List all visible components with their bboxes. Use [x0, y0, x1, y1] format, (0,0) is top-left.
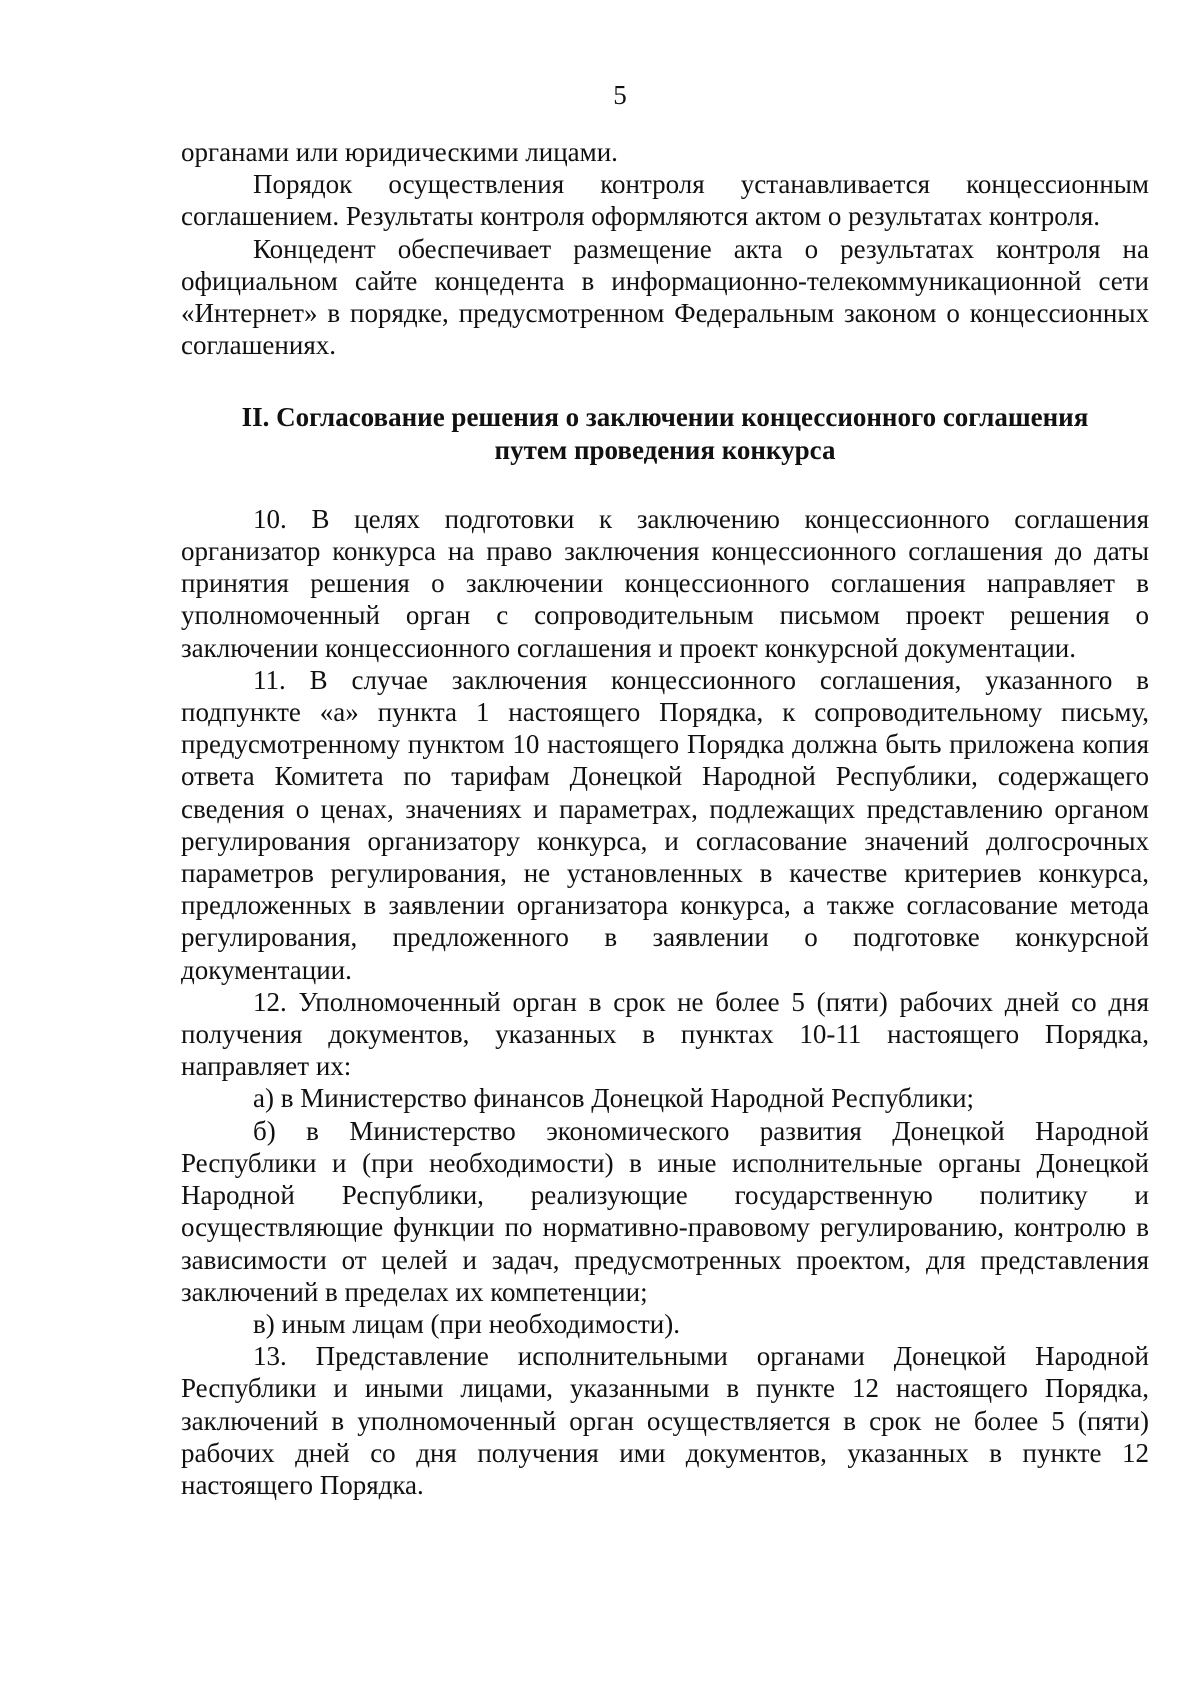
clause-12: 12. Уполномоченный орган в срок не более 5 (пяти) рабочих дней со дня получения документов, указанных в пунктах 10-11 настоящего Порядка, направляет их: — [181, 986, 1149, 1082]
section-heading-line-1: II. Согласование решения о заключении концессионного соглашения — [241, 402, 1089, 433]
clause-12-subitem-v: в) иным лицам (при необходимости). — [253, 1308, 680, 1339]
paragraph-control-procedure: Порядок осуществления контроля устанавливается концессионным соглашением. Результаты контроля оформляются актом о результатах контроля. — [181, 169, 1149, 232]
section-heading — [181, 401, 1149, 465]
clause-13: 13. Представление исполнительными органами Донецкой Народной Республики и иными лицами, указанными в пункте 12 настоящего Порядка, заключений в уполномоченный орган осуществляется в срок не более 5 (пяти) рабочих дней со дня получения ими документов, указанных в пункте 12 настоящего Порядка. — [181, 1341, 1149, 1500]
clause-12-subitem-a: а) в Министерство финансов Донецкой Народной Республики; — [253, 1083, 975, 1114]
document-body — [181, 136, 1149, 1501]
clause-10: 10. В целях подготовки к заключению концессионного соглашения организатор конкурса на право заключения концессионного соглашения до даты принятия решения о заключении концессионного соглашения направляет в уполномоченный орган с сопроводительным письмом проект решения о заключении концессионного соглашения и проект конкурсной документации. — [181, 503, 1149, 663]
paragraph-control-bodies: органами или юридическими лицами. — [181, 137, 618, 167]
clause-12-subitem-b: б) в Министерство экономического развития Донецкой Народной Республики и (при необходимости) в иные исполнительные органы Донецкой Народной Республики, реализующие государственную политику и осуществляющие функции по нормативно-правовому регулированию, контролю в зависимости от целей и задач, предусмотренных проектом, для представления заключений в пределах их компетенции; — [181, 1115, 1149, 1307]
section-heading-line-2: путем проведения конкурса — [494, 434, 836, 465]
page-number: 5 — [613, 80, 627, 110]
clause-11: 11. В случае заключения концессионного соглашения, указанного в подпункте «а» пункта 1 настоящего Порядка, к сопроводительному письму, предусмотренному пунктом 10 настоящего Порядка должна быть приложена копия ответа Комитета по тарифам Донецкой Народной Республики, содержащего сведения о ценах, значениях и параметрах, подлежащих представлению органом регулирования организатору конкурса, и согласование значений долгосрочных параметров регулирования, не установленных в качестве критериев конкурса, предложенных в заявлении организатора конкурса, а также согласование метода регулирования, предложенного в заявлении о подготовке конкурсной документации. — [181, 664, 1149, 985]
paragraph-act-publication: Концедент обеспечивает размещение акта о результатах контроля на официальном сайте концедента в информационно-телекоммуникационной сети «Интернет» в порядке, предусмотренном Федеральным законом о концессионных соглашениях. — [181, 233, 1149, 361]
